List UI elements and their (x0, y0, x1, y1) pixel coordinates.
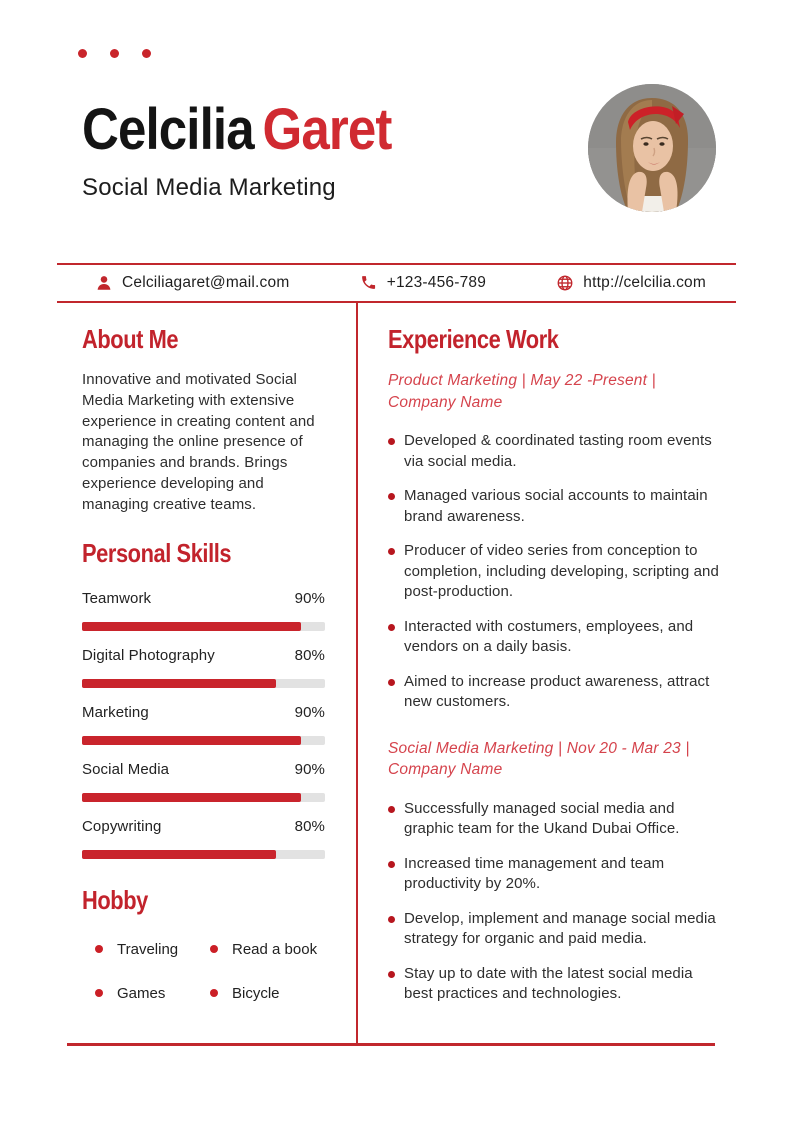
decorative-dots (78, 49, 151, 58)
hobby-item (95, 985, 210, 1002)
skill-row (82, 590, 325, 631)
job-bullet-list (388, 431, 720, 713)
contact-phone[interactable] (360, 274, 486, 292)
job-title-line: Company Name (388, 393, 503, 411)
skill-bar-track (82, 622, 325, 631)
bullet-item: Increased time management and team productivity by 20%. (388, 854, 720, 895)
bullet-icon (210, 989, 218, 997)
hobby-heading: Hobby (82, 884, 148, 915)
hobby-item (210, 941, 325, 958)
skill-label: Social Media (82, 760, 170, 778)
job-subtitle: Social Media Marketing (82, 174, 336, 201)
skill-bar-track (82, 736, 325, 745)
skill-label: Copywriting (82, 817, 162, 835)
hobby-label: Bicycle (232, 984, 280, 1002)
skill-row (82, 818, 325, 859)
hobby-list (82, 941, 325, 1002)
job-title-line: Social Media Marketing | Nov 20 - Mar 23 | (388, 739, 690, 757)
skill-row (82, 761, 325, 802)
skill-bar-fill (82, 793, 301, 802)
skill-row (82, 647, 325, 688)
bullet-item: Developed & coordinated tasting room events via social media. (388, 431, 720, 472)
person-name (82, 96, 391, 164)
bullet-icon (95, 945, 103, 953)
dot-icon (78, 49, 87, 58)
hobby-item (95, 941, 210, 958)
bullet-item: Successfully managed social media and graphic team for the Ukand Dubai Office. (388, 799, 720, 840)
skill-bar-fill (82, 679, 276, 688)
bullet-item: Managed various social accounts to maintain brand awareness. (388, 486, 720, 527)
website-text: http://celcilia.com (583, 274, 706, 291)
last-name-text: Garet (262, 97, 392, 162)
dot-icon (110, 49, 119, 58)
skill-bar-track (82, 679, 325, 688)
skill-bar-fill (82, 736, 301, 745)
skill-label: Digital Photography (82, 646, 215, 664)
skill-percent: 90% (294, 703, 325, 721)
hobby-label: Games (117, 984, 166, 1002)
skill-bar-fill (82, 850, 276, 859)
hobby-label: Traveling (117, 940, 179, 958)
bullet-item: Develop, implement and manage social media strategy for organic and paid media. (388, 909, 720, 950)
email-text: Celciliagaret@mail.com (122, 274, 290, 291)
job-title (388, 738, 720, 781)
contact-bar (57, 263, 736, 303)
experience-heading: Experience Work (388, 324, 559, 354)
job-title-line: Company Name (388, 761, 503, 778)
bullet-icon (95, 989, 103, 997)
skill-percent: 80% (294, 646, 325, 664)
bullet-item: Stay up to date with the latest social media best practices and technologies. (388, 964, 720, 1005)
phone-text: +123-456-789 (386, 274, 487, 291)
first-name-text: Celcilia (82, 97, 254, 162)
profile-photo (588, 84, 716, 212)
skill-bar-track (82, 793, 325, 802)
skill-label: Teamwork (82, 589, 152, 607)
hobby-item (210, 985, 325, 1002)
job-title (388, 370, 720, 413)
globe-icon (556, 274, 574, 292)
bottom-divider (67, 1043, 715, 1046)
contact-website[interactable] (556, 274, 706, 292)
person-icon (95, 274, 113, 292)
skills-heading: Personal Skills (82, 537, 232, 568)
column-divider (356, 303, 358, 1044)
job-bullet-list (388, 799, 720, 1005)
contact-email[interactable] (95, 274, 289, 292)
skill-percent: 90% (294, 589, 325, 607)
dot-icon (142, 49, 151, 58)
about-paragraph: Innovative and motivated Social Media Marketing with extensive experience in creating content and managing the online presence of companies and brands. Brings experience developing and managing creative teams. (82, 371, 315, 513)
skill-bar-fill (82, 622, 301, 631)
bullet-item: Interacted with costumers, employees, and vendors on a daily basis. (388, 617, 720, 658)
skill-label: Marketing (82, 703, 149, 721)
skills-list (82, 590, 325, 859)
hobby-label: Read a book (232, 940, 318, 958)
skill-percent: 80% (294, 817, 325, 835)
right-column (388, 310, 720, 1019)
skill-percent: 90% (294, 760, 325, 778)
job-title-line: Product Marketing | May 22 -Present | (388, 372, 656, 389)
bullet-icon (210, 945, 218, 953)
left-column (82, 310, 325, 1002)
bullet-item: Producer of video series from conception to completion, including developing, scripting and post-production. (388, 541, 720, 603)
skill-row (82, 704, 325, 745)
bullet-item: Aimed to increase product awareness, attract new customers. (388, 672, 720, 713)
skill-bar-track (82, 850, 325, 859)
about-heading: About Me (82, 324, 179, 354)
phone-icon (360, 274, 378, 292)
portrait-illustration (588, 84, 716, 212)
